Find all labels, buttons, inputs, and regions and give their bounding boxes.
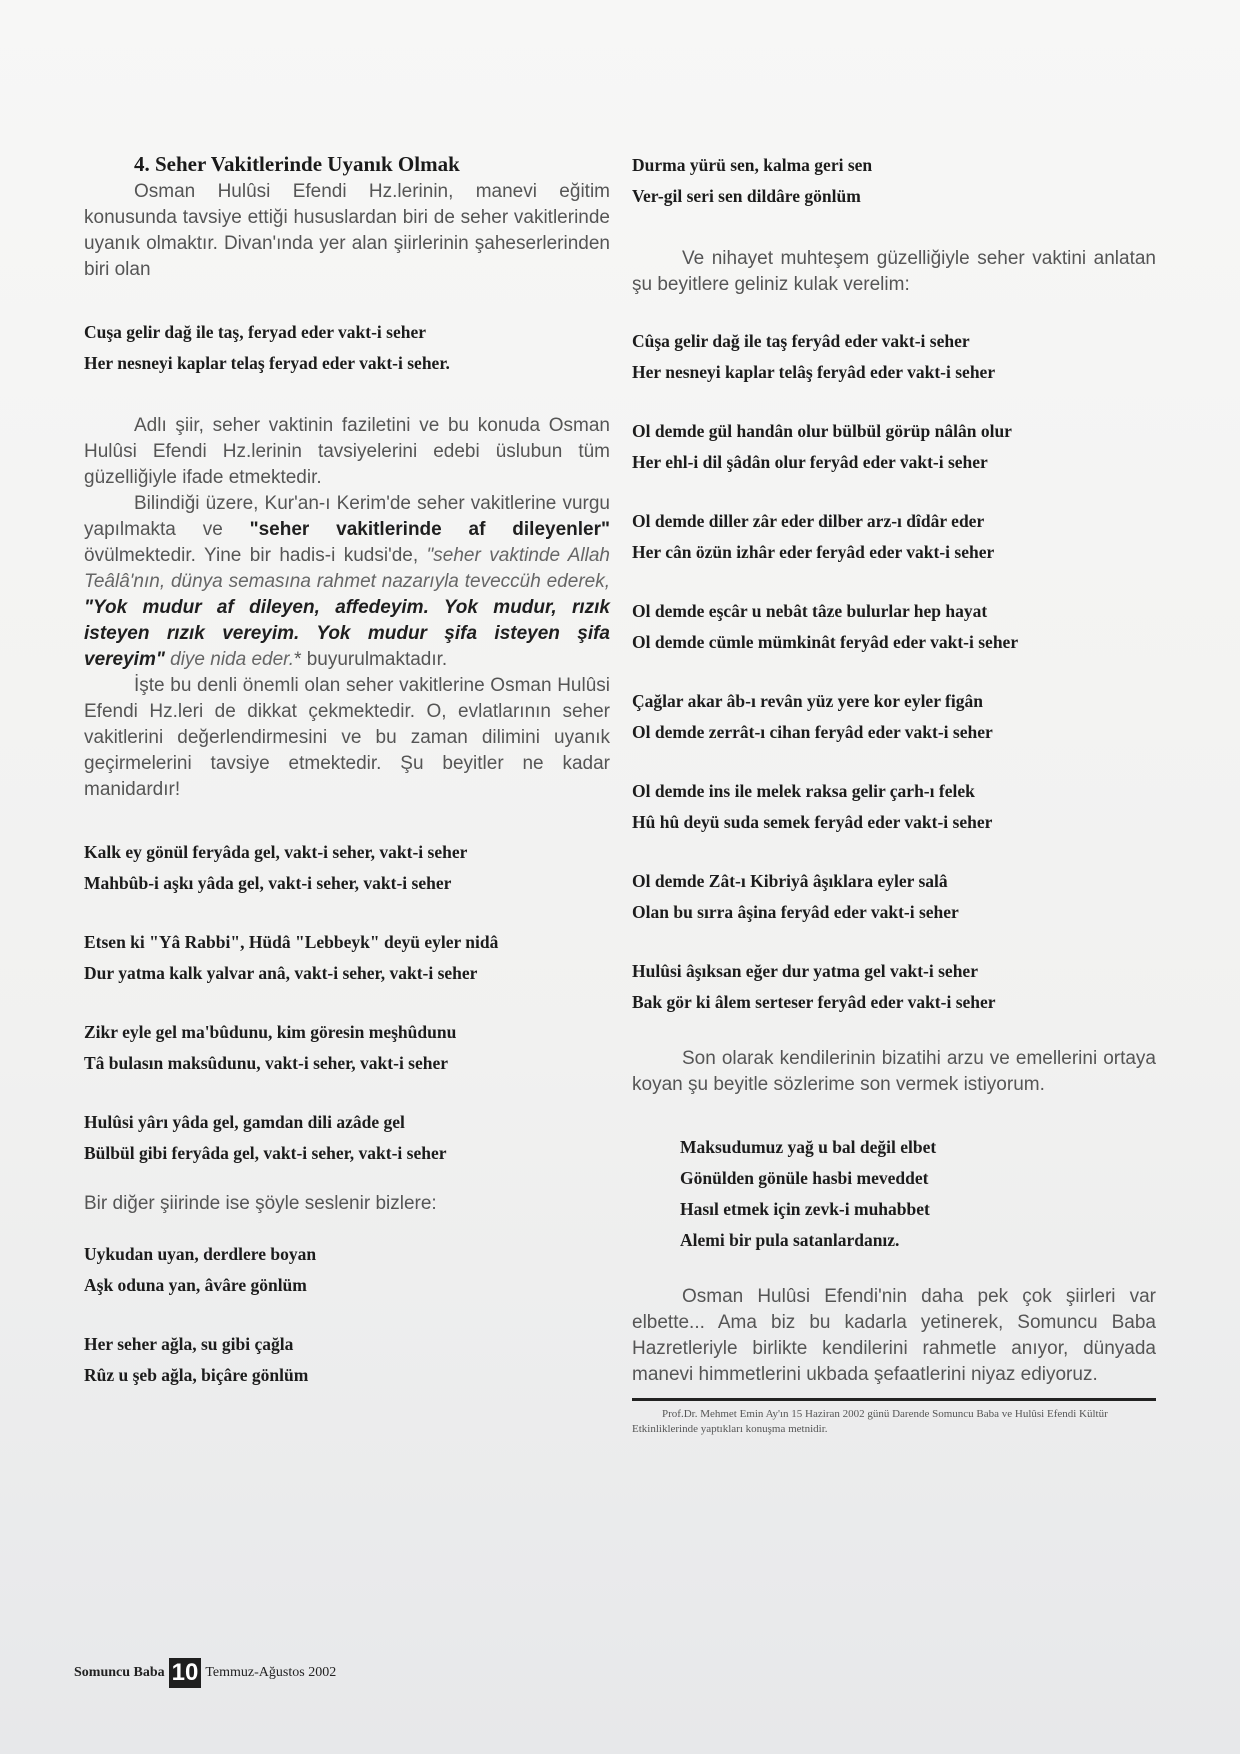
verse-block <box>632 150 1156 212</box>
verse-block-final <box>632 1132 1156 1256</box>
body-paragraph: Adlı şiir, seher vaktinin faziletini ve bu konuda Osman Hulûsi Efendi Hz.lerinin tavsiyelerini edebi üslubun tüm güzelliğiyle ifade etmektedir. <box>84 415 610 488</box>
intro-paragraph: Osman Hulûsi Efendi Hz.lerinin, manevi eğitim konusunda tavsiye ettiği hususlardan biri de seher vakitlerinde uyanık olmaktır. Divan'ında yer alan şiirlerinin şaheserlerinden biri olan <box>84 181 610 280</box>
verse-line: Çağlar akar âb-ı revân yüz yere kor eyler figân <box>632 691 983 711</box>
footnote: Prof.Dr. Mehmet Emin Ay'ın 15 Haziran 2002 günü Darende Somuncu Baba ve Hulûsi Efendi Kültür Etkinliklerinde yaptıkları konuşma metnidir. <box>632 1408 1108 1435</box>
text-run: övülmektedir. Yine bir hadis-i kudsi'de, <box>84 545 427 566</box>
verse-line: Bak gör ki âlem serteser feryâd eder vakt-i seher <box>632 992 996 1012</box>
verse-block <box>84 317 610 379</box>
verse-line: Tâ bulasın maksûdunu, vakt-i seher, vakt-i seher <box>84 1053 449 1073</box>
verse-line: Mahbûb-i aşkı yâda gel, vakt-i seher, vakt-i seher <box>84 873 452 893</box>
text-run: * buyurulmaktadır. <box>294 649 448 670</box>
verse-line: Maksudumuz yağ u bal değil elbet <box>680 1137 937 1157</box>
verse-line: Hasıl etmek için zevk-i muhabbet <box>680 1199 930 1219</box>
verse-line: Ol demde Zât-ı Kibriyâ âşıklara eyler salâ <box>632 871 948 891</box>
verse-line: Kalk ey gönül feryâda gel, vakt-i seher, vakt-i seher <box>84 842 468 862</box>
poem-stanzas <box>632 326 1156 1018</box>
verse-block <box>84 927 610 989</box>
verse-line: Her nesneyi kaplar telâş feryâd eder vakt-i seher <box>632 362 996 382</box>
verse-line: Her ehl-i dil şâdân olur feryâd eder vakt-i seher <box>632 452 988 472</box>
verse-line: Olan bu sırra âşina feryâd eder vakt-i seher <box>632 902 959 922</box>
verse-line: Ol demde diller zâr eder dilber arz-ı dîdâr eder <box>632 511 985 531</box>
footnote-rule <box>632 1398 1156 1401</box>
body-paragraph: İşte bu denli önemli olan seher vakitlerine Osman Hulûsi Efendi Hz.leri de dikkat çekmektedir. O, evlatlarının seher vakitlerini değerlendirmesini ve bu zaman dilimini uyanık geçirmelerini tavsiye etmektedir. Şu beyitler ne kadar manidardır! <box>84 675 610 800</box>
verse-line: Durma yürü sen, kalma geri sen <box>632 155 873 175</box>
verse-line: Ol demde gül handân olur bülbül görüp nâlân olur <box>632 421 1012 441</box>
verse-line: Cuşa gelir dağ ile taş, feryad eder vakt-i seher <box>84 322 427 342</box>
italic-quote: "seher vaktinde Allah Teâlâ'nın, dünya semasına rahmet nazarıyla teveccüh ederek, <box>84 545 610 592</box>
right-column <box>632 140 1156 1437</box>
verse-block <box>632 506 1156 568</box>
verse-line: Her cân özün izhâr eder feryâd eder vakt-i seher <box>632 542 995 562</box>
verse-block <box>84 1239 610 1301</box>
body-paragraph-quote <box>84 491 610 673</box>
verse-block <box>84 1017 610 1079</box>
verse-line: Her seher ağla, su gibi çağla <box>84 1334 294 1354</box>
bold-quote: "seher vakitlerinde af dileyenler" <box>249 519 610 540</box>
closing-paragraph: Osman Hulûsi Efendi'nin daha pek çok şiirleri var elbette... Ama biz bu kadarla yetinerek, Somuncu Baba Hazretleriyle birlikte kendilerini rahmetle anıyor, dünyada manevi himmetlerini ukbada şefaatlerini niyaz ediyoruz. <box>632 1286 1156 1385</box>
verse-line: Her nesneyi kaplar telaş feryad eder vakt-i seher. <box>84 353 450 373</box>
verse-line: Hulûsi âşıksan eğer dur yatma gel vakt-i seher <box>632 961 978 981</box>
page-footer <box>74 1658 336 1688</box>
bold-italic-quote: "Yok mudur af dileyen, affedeyim. Yok mudur, rızık isteyen rızık vereyim. Yok mudur şifa isteyen şifa vereyim" <box>84 597 610 670</box>
verse-line: Aşk oduna yan, âvâre gönlüm <box>84 1275 307 1295</box>
verse-block <box>84 1329 610 1391</box>
issue-date: Temmuz-Ağustos 2002 <box>205 1665 337 1680</box>
verse-line: Gönülden gönüle hasbi meveddet <box>680 1168 929 1188</box>
verse-line: Uykudan uyan, derdlere boyan <box>84 1244 317 1264</box>
verse-line: Cûşa gelir dağ ile taş feryâd eder vakt-i seher <box>632 331 970 351</box>
verse-block <box>84 837 610 899</box>
page-number: 10 <box>169 1658 202 1688</box>
verse-block <box>84 1107 610 1169</box>
italic-quote: diye nida eder. <box>164 649 295 670</box>
section-heading: 4. Seher Vakitlerinde Uyanık Olmak <box>134 152 460 176</box>
verse-line: Dur yatma kalk yalvar anâ, vakt-i seher, vakt-i seher <box>84 963 478 983</box>
verse-block <box>632 416 1156 478</box>
verse-block <box>632 686 1156 748</box>
verse-line: Rûz u şeb ağla, biçâre gönlüm <box>84 1365 309 1385</box>
verse-block <box>632 326 1156 388</box>
verse-line: Hû hû deyü suda semek feryâd eder vakt-i seher <box>632 812 993 832</box>
verse-line: Ol demde cümle mümkinât feryâd eder vakt-i seher <box>632 632 1019 652</box>
verse-line: Ver-gil seri sen dildâre gönlüm <box>632 186 861 206</box>
verse-line: Ol demde eşcâr u nebât tâze bulurlar hep hayat <box>632 601 988 621</box>
verse-block <box>632 956 1156 1018</box>
body-paragraph: Bir diğer şiirinde ise şöyle seslenir bizlere: <box>84 1193 437 1214</box>
left-column <box>84 140 610 1391</box>
verse-line: Ol demde ins ile melek raksa gelir çarh-ı felek <box>632 781 975 801</box>
verse-block <box>632 866 1156 928</box>
verse-line: Zikr eyle gel ma'bûdunu, kim göresin meşhûdunu <box>84 1022 457 1042</box>
verse-line: Bülbül gibi feryâda gel, vakt-i seher, vakt-i seher <box>84 1143 447 1163</box>
verse-line: Etsen ki "Yâ Rabbi", Hüdâ "Lebbeyk" deyü eyler nidâ <box>84 932 499 952</box>
verse-block <box>632 776 1156 838</box>
magazine-name: Somuncu Baba <box>74 1665 165 1680</box>
text-run: Bilindiği üzere, Kur'an-ı Kerim'de seher vakitlerine vurgu yapılmakta ve <box>84 493 610 540</box>
body-paragraph: Ve nihayet muhteşem güzelliğiyle seher vaktini anlatan şu beyitlere geliniz kulak verelim: <box>632 248 1156 295</box>
verse-line: Hulûsi yârı yâda gel, gamdan dili azâde gel <box>84 1112 405 1132</box>
verse-line: Ol demde zerrât-ı cihan feryâd eder vakt-i seher <box>632 722 993 742</box>
verse-block <box>632 596 1156 658</box>
verse-line: Alemi bir pula satanlardanız. <box>680 1230 900 1250</box>
body-paragraph: Son olarak kendilerinin bizatihi arzu ve emellerini ortaya koyan şu beyitle sözlerime son vermek istiyorum. <box>632 1048 1156 1095</box>
